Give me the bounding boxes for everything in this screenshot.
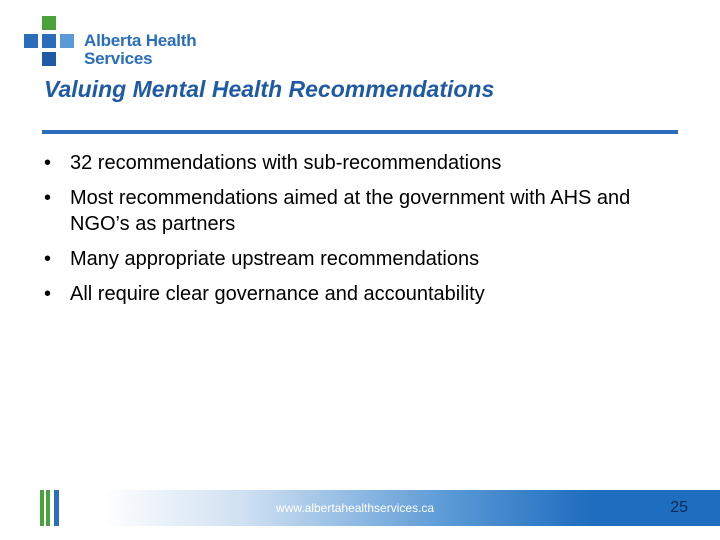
bullet-marker: • bbox=[44, 152, 52, 174]
ahs-cross-icon bbox=[24, 16, 76, 68]
logo-line-2: Services bbox=[84, 49, 153, 68]
bullet-marker: • bbox=[44, 187, 52, 209]
bullet-marker: • bbox=[44, 283, 52, 305]
bullet-text: Most recommendations aimed at the government with AHS and NGO’s as partners bbox=[70, 187, 631, 235]
logo-line-1: Alberta Health bbox=[84, 31, 197, 50]
footer-url[interactable]: www.albertahealthservices.ca bbox=[276, 501, 435, 515]
bullet-item bbox=[44, 150, 684, 176]
logo bbox=[24, 16, 224, 72]
footer-accent-stripe bbox=[54, 490, 59, 526]
title-divider bbox=[42, 130, 678, 134]
bullet-item bbox=[44, 246, 684, 272]
bullet-item bbox=[44, 281, 684, 307]
footer-accent-stripe bbox=[40, 490, 44, 526]
bullet-text: All require clear governance and accountability bbox=[70, 283, 485, 305]
page-number: 25 bbox=[670, 499, 688, 516]
bullet-text: Many appropriate upstream recommendations bbox=[70, 248, 480, 270]
logo-text bbox=[84, 32, 196, 68]
bullet-item bbox=[44, 185, 684, 237]
bullet-text: 32 recommendations with sub-recommendations bbox=[70, 152, 502, 174]
footer-bar bbox=[0, 490, 720, 526]
bullet-list bbox=[44, 150, 684, 316]
bullet-marker: • bbox=[44, 248, 52, 270]
page-title: Valuing Mental Health Recommendations bbox=[44, 76, 495, 102]
footer-accent-stripe bbox=[46, 490, 50, 526]
